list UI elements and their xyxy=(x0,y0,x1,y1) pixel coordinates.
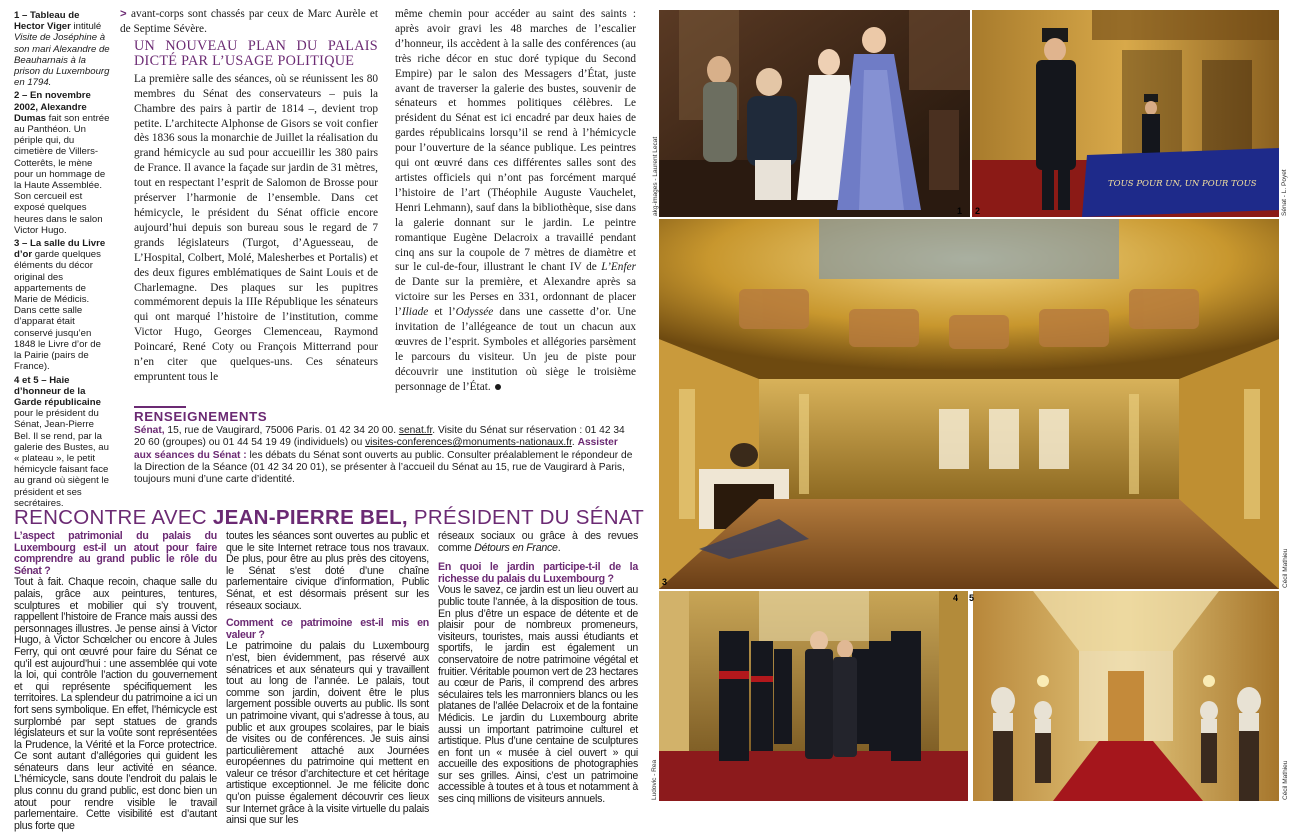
info-rule xyxy=(134,406,186,408)
coffin-banner-text: TOUS POUR UN, UN POUR TOUS xyxy=(1108,179,1257,189)
photo-credit-2: Sénat - L. Poyet xyxy=(1281,169,1288,216)
photo-credit-1: akg-images - Laurent Lecat xyxy=(652,136,659,216)
info-text: Sénat, 15, rue de Vaugirard, 75006 Paris. 01 42 34 20 00. senat.fr. Visite du Sénat sur réservation : 01 42 34 20 60 (groupes) ou 01 44 54 19 49 (individuels) ou visites-conferences@monuments-nationaux.fr. Assister aux séances du Sénat : les débats du Sénat sont ouverts au public. Consulter préalablement le répondeur de la Direction de la Séance (01 42 34 20 01), se présenter à l’accueil du Sénat au 15, rue de Vaugirard à Paris, toujours muni d’une carte d’identité. xyxy=(134,425,633,486)
photo-guard-of-honour xyxy=(659,591,968,801)
interview-answer-2: Le patrimoine du palais du Luxembourg n’est, bien évidemment, pas réservé aux sénatrices et aux sénateurs qui y travaillent tout au long de l’année. Le palais, tout comme son jardin, doivent être le plus largement possible ouverts au public. Ils sont un patrimoine vivant, qui s’adresse à tous, au public et aux groupes scolaires, par le biais de visites ou de conférences. Je suis ainsi particulièrement attaché aux Journées européennes du patrimoine qui mettent en valeur ce trésor d’architecture et cet héritage artistique exceptionnel. Je me félicite donc qu’on puisse également découvrir ces lieux sur Internet grâce à la visite virtuelle du palais ainsi que sur les xyxy=(226,640,429,827)
section-subheading: UN NOUVEAU PLAN DU PALAIS DICTÉ PAR L’USAGE POLITIQUE xyxy=(134,37,378,69)
photo-credit-3: Cécil Mathieu xyxy=(1282,548,1289,588)
photo-number-3: 3 xyxy=(662,577,668,587)
photo-number-1: 1 xyxy=(957,206,963,216)
caption-4-5: 4 et 5 – Haie d’honneur de la Garde républicaine pour le président du Sénat, Jean-Pierre Bel. Il se rend, par la galerie des Bustes, au « plateau », le petit hémicycle faisant face au grand où siègent le président et ses secrétaires. xyxy=(14,374,109,509)
interview-column-3 xyxy=(438,531,638,806)
caption-1: 1 – Tableau de Hector Viger intitulé Visite de Joséphine à son mari Alexandre de Beauharnais à la prison du Luxembourg en 1794. xyxy=(14,10,110,89)
column-1-body: La première salle des séances, où se réunissent les 80 membres du Sénat des conservateurs – puis la Chambre des pairs à partir de 1814 –, devient trop petite. L’architecte Alphonse de Gisors se voit confier dès 1836 sous la monarchie de Juillet la réalisation du grand hémicycle au sud pour accueillir les 380 pairs de France. Il avance la façade sur jardin de 31 mètres, tout en respectant l’esprit de Salomon de Brosse pour préserver l’harmonie de l’ensemble. Dans cet hémicycle, le président du Sénat officie encore aujourd’hui depuis son bureau sous le regard de 7 grands législateurs (Turgot, d’Aguesseau, de L’Hospital, Colbert, Molé, Malesherbes et Portalis) et des deux figures emblématiques de Saint Louis et de Charlemagne. Des plaques sur les pupitres commémorent depuis la IIIe République les sénateurs qui ont marqué l’histoire de l’institution, comme Victor Hugo, Georges Clemenceau, Raymond Poincaré, René Coty ou François Mitterrand pour n’en citer que quelques-uns. Ces sénateurs empruntent tous le xyxy=(134,72,378,383)
info-box xyxy=(134,406,638,486)
interview-answer-2-cont: réseaux sociaux ou grâce à des revues comme Détours en France. xyxy=(438,530,638,554)
interview-column-1 xyxy=(14,531,217,832)
interview-question-2: Comment ce patrimoine est-il mis en valeur ? xyxy=(226,617,429,641)
interview-column-2 xyxy=(226,531,429,827)
continued-chevron-icon: > xyxy=(120,8,132,20)
photo-guard-dumas xyxy=(972,10,1279,217)
column-2-body: même chemin pour accéder au saint des saints : après avoir gravi les 48 marches de l’escalier d’honneur, ils accèdent à la salle des conférences (au très riche décor en stuc doré typique du Second Empire) par le salon des Messagers d’État, juste avant de traverser la galerie des bustes, souvenir de sénateurs et hommes politiques célèbres. Le président du Sénat est ici encadré par deux haies de gardes républicains lorsqu’il se rend à l’hémicycle pour l’ouverture de la séance publique. Les peintres qui ont œuvré dans ces différentes salles sont des artistes officiels qui n’ont pas forcément marqué l’histoire de l’art (Théophile Auguste Vauchelet, Henri Lehmann), sauf dans la bibliothèque, sise dans la galerie donnant sur le jardin. Le peintre romantique Eugène Delacroix a travaillé pendant cinq ans sur la coupole de 7 mètres de diamètre et sur le cul-de-four, illustrant le chant IV de L’Enfer de Dante sur la première, et Alexandre après sa victoire sur les Perses en 331, ordonnant de placer l’Iliade et l’Odyssée dans une cassette d’or. Une invitation de l’allégeance de tout un chacun aux œuvres de l’esprit. Symboles et allégories parsèment le parcours du visiteur. Un jeu de piste pour découvrir une institution où siège le troisième personnage de l’État. xyxy=(395,8,637,393)
photo-painting-visit-josephine xyxy=(659,10,970,217)
interview-title: RENCONTRE AVEC JEAN-PIERRE BEL, PRÉSIDENT DU SÉNAT xyxy=(14,506,645,529)
interview-answer-3: Vous le savez, ce jardin est un lieu ouvert au public toute l’année, à la disposition de tous. En plus d’être un espace de détente et de plaisir pour de nombreux promeneurs, visiteurs, touristes, mais aussi étudiants et sportifs, le jardin est également un conservatoire de notre patrimoine végétal et fruitier. Véritable poumon vert de 23 hectares au cœur de Paris, il comprend des arbres séculaires tels les marronniers blancs ou les platanes de l’allée Delacroix et de la fontaine Médicis. Le jardin du Luxembourg abrite aussi un important patrimoine culturel et artistique. Plus d’une centaine de sculptures en font un « musée à ciel ouvert » qui accueille des expositions de photographies sur ses grilles. Ainsi, c’est un patrimoine accessible à toutes et à tous et notamment à ses cinq millions de visiteurs annuels. xyxy=(438,584,638,806)
photo-number-5: 5 xyxy=(969,593,975,603)
caption-3: 3 – La salle du Livre d’or garde quelques éléments du décor original des appartements de Marie de Médicis. Dans cette salle d’apparat était conservé jusqu’en 1848 le Livre d’or de la Pairie (pairs de France). xyxy=(14,238,106,373)
senat-link[interactable]: senat.fr xyxy=(398,425,433,437)
interview-answer-1-cont: toutes les séances sont ouvertes au public et que le site Internet retrace tous nos travaux. De plus, pour être au plus près des citoyens, le Sénat s’est doté d’une chaîne parlementaire civique d’information, Public Sénat, et est désormais présent sur les réseaux sociaux. xyxy=(226,530,429,612)
photo-number-2: 2 xyxy=(975,206,981,216)
end-of-article-dot-icon xyxy=(495,384,501,390)
interview-question-3: En quoi le jardin participe-t-il de la richesse du palais du Luxembourg ? xyxy=(438,561,638,585)
photo-credit-5: Cécil Mathieu xyxy=(1282,760,1289,800)
photo-credit-4: Ludovic - Rea xyxy=(651,759,658,800)
photo-captions xyxy=(14,10,110,511)
article-column-1 xyxy=(120,7,378,385)
interview-answer-1: Tout à fait. Chaque recoin, chaque salle du palais, grâce aux peintures, tentures, sculptures et mobilier qui s’y trouvent, rappellent l’histoire de France mais aussi des personnages illustres. Je pense ainsi à Victor Hugo, à Victor Schœlcher ou encore à Jules Ferry, qui ont œuvré pour faire du Sénat ce qu’il est aujourd’hui : une assemblée qui vote la loi, qui contrôle l’action du gouvernement et qui représente spécifiquement les territoires. La splendeur du patrimoine a ici un fort sens symbolique. En effet, l’hémicycle est surplombé par sept statues de grands législateurs et sur la voûte sont représentées la Prudence, la Vérité et la Force protectrice. Ce sont autant d’allégories qui guident les sénateurs dans leur activité en séance. L’hémicycle, sans doute l’endroit du palais le plus connu du grand public, est donc bien un atout pour rendre visible le travail parlementaire. Cette visibilité est d’autant plus forte que xyxy=(14,576,217,832)
article-column-2 xyxy=(395,7,636,395)
photo-galerie-des-bustes xyxy=(969,591,1279,801)
photo-number-4: 4 xyxy=(953,593,959,603)
visits-email-link[interactable]: visites-conferences@monuments-nationaux.fr xyxy=(365,437,572,449)
info-heading: RENSEIGNEMENTS xyxy=(134,409,268,424)
column-1-lead: > avant-corps sont chassés par ceux de Marc Aurèle et de Septime Sévère. xyxy=(120,8,378,35)
caption-2: 2 – En novembre 2002, Alexandre Dumas fait son entrée au Panthéon. Un périple qui, du cimetière de Villers-Cotterêts, le mène pour un hommage de la Haute Assemblée. Son cercueil est exposé quelques heures dans le salon Victor Hugo. xyxy=(14,90,110,236)
photo-salle-livre-d-or xyxy=(659,219,1279,589)
interview-question-1: L’aspect patrimonial du palais du Luxembourg est-il un atout pour faire comprendre au grand public le rôle du Sénat ? xyxy=(14,530,217,577)
